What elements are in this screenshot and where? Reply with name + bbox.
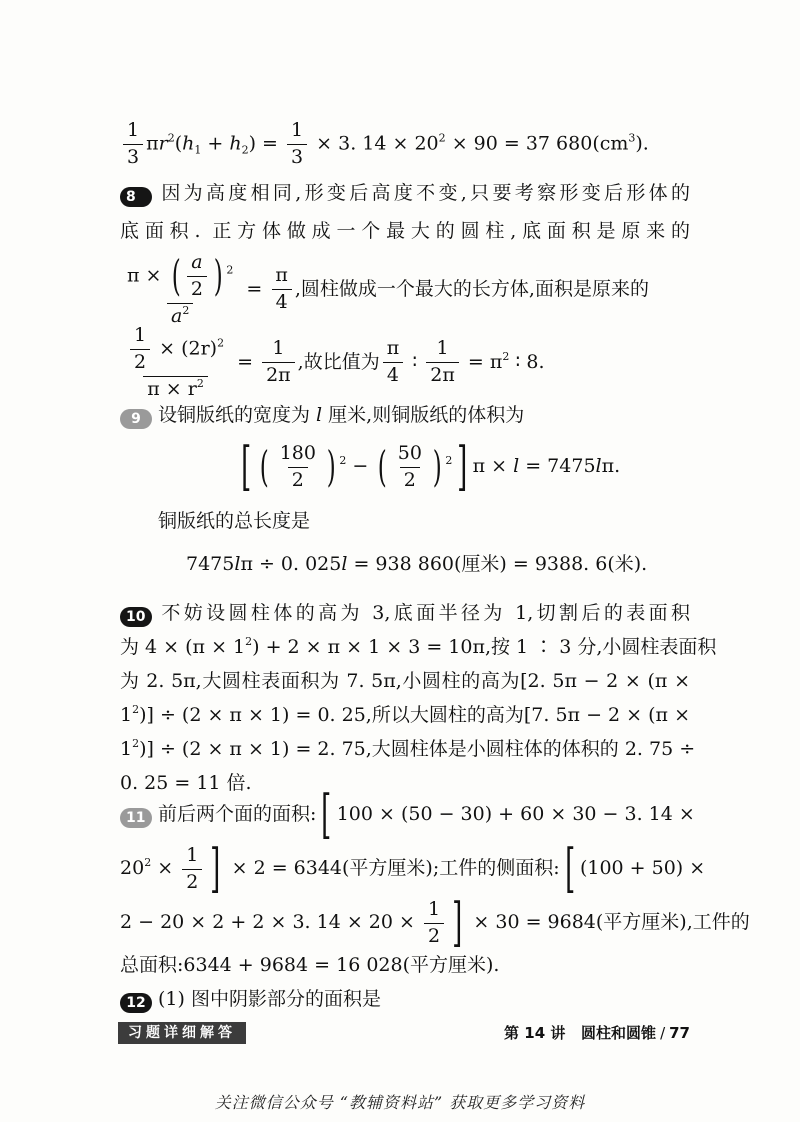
fraction: $\frac{50}{2}$ <box>397 441 422 491</box>
fraction: $\frac{\pi}{4}$ <box>271 265 292 314</box>
fraction: $\frac{1}{2}$ <box>424 899 444 948</box>
problem-10-line-3: 为 2. 5π,大圆柱表面积为 7. 5π,小圆柱的高为[2. 5π − 2 × (π × <box>120 670 690 692</box>
problem-9-equation-2: 7475lπ ÷ 0. 025l = 938 860(厘米) = 9388. 6(米). <box>186 553 648 575</box>
fraction: $\frac{\pi}{4}$ <box>383 338 404 387</box>
problem-number-badge: 10 <box>120 607 152 627</box>
problem-10-line-2: 为 $4 \times (\pi \times 1^2) + 2 \times \pi \times 1 \times 3 = 10\pi$,按 1 ∶ 3 分,小圆柱表面积 <box>120 635 717 658</box>
fraction: $\frac{180}{2}$ <box>279 441 316 491</box>
problem-10-line-5: $1^2)] \div (2 \times \pi \times 1) = 2$. 75,大圆柱体是小圆柱体的体积的 2. 75 ÷ <box>120 737 696 760</box>
fraction: $\frac{1}{2\pi}$ <box>426 338 459 387</box>
problem-8-line-2: 底面积. 正方体做成一个最大的圆柱,底面积是原来的 <box>120 220 690 242</box>
fraction: $\frac{a}{2}$ <box>187 252 207 301</box>
problem-11-line-4: 总面积:6344 + 9684 = 16 028(平方厘米). <box>120 954 500 976</box>
fraction: $\frac{1}{2}$ × $(2r)^2$ $\pi \times r^2$ <box>123 325 228 401</box>
watermark-text: 关注微信公众号 “教辅资料站” 获取更多学习资料 <box>214 1093 586 1112</box>
problem-8-formula-1: π × ( $\frac{a}{2}$ ) $^2$ $a^2$ = $\frac{\pi}{4}$ ,圆柱做成一个最大的长方体,面积是原来的 <box>120 252 690 328</box>
problem-10-line-1: 10 不妨设圆柱体的高为 3,底面半径为 1,切割后的表面积 <box>120 596 690 630</box>
lecture-number: 第 14 讲 <box>504 1024 566 1042</box>
fraction: π × ( $\frac{a}{2}$ ) $^2$ $a^2$ <box>127 251 234 327</box>
problem-10-line-4: $1^2)] \div (2 \times \pi \times 1) = 0$. 25,所以大圆柱的高为[7. 5π − 2 × (π × <box>120 703 690 726</box>
lecture-topic: 圆柱和圆锥 <box>581 1024 657 1042</box>
problem-number-badge: 12 <box>120 993 152 1013</box>
problem-9-line-2: 铜版纸的总长度是 <box>158 510 311 532</box>
running-footer <box>504 1022 690 1044</box>
problem-number-badge: 9 <box>120 409 152 429</box>
problem-number-badge: 11 <box>120 808 152 828</box>
problem-9-line-1: 9 设铜版纸的宽度为 l 厘米,则铜版纸的体积为 <box>120 398 690 432</box>
fraction: $\frac{1}{2\pi}$ <box>262 338 295 387</box>
problem-11-line-2: $20^2$ × $\frac{1}{2}$ ] × 2 = 6344(平方厘米);工件的侧面积:[ (100 + 50) × <box>120 839 706 899</box>
fraction: $\frac{1}{2}$ <box>130 325 150 374</box>
page-number: 77 <box>669 1024 690 1042</box>
problem-8-line-1: 8 因为高度相同,形变后高度不变,只要考察形变后形体的 <box>120 176 690 210</box>
problem-12-line-1: 12 (1) 图中阴影部分的面积是 <box>120 982 690 1016</box>
problem-11-line-1: 11 前后两个面的面积:[ 100 × (50 − 30) + 60 × 30 − 3. 14 × <box>120 786 690 842</box>
fraction: $\frac{1}{3}$ <box>123 120 143 169</box>
section-label: 习题详细解答 <box>118 1022 246 1044</box>
problem-number-badge: 8 <box>120 187 152 207</box>
fraction: $\frac{1}{2}$ <box>182 845 202 894</box>
problem-8-formula-2: $\frac{1}{2}$ × $(2r)^2$ $\pi \times r^2$ = $\frac{1}{2\pi}$ ,故比值为 $\frac{\pi}{4}$ ∶ $\frac{1}{2\pi}$ = $\pi^2$ ∶ 8. <box>120 325 690 401</box>
formula-line: $\frac{1}{3}$ $\pi r^2(h_1 + h_2)$ = $\frac{1}{3}$ × 3. $14 \times 20^2 \times 90 = 37$ $680(cm^3)$. <box>120 120 690 169</box>
separator: / <box>660 1024 666 1042</box>
problem-11-line-3: 2 − 20 × 2 + 2 × 3. 14 × 20 × $\frac{1}{2}$ ] × 30 = 9684(平方厘米),工件的 <box>120 893 750 953</box>
problem-10-line-6: 0. 25 = 11 倍. <box>120 772 252 794</box>
problem-9-equation-1: [ ( $\frac{180}{2}$ ) $^2$ − ( $\frac{50}{2}$ ) $^2$] π × l = 7475lπ. <box>241 437 621 497</box>
fraction: $\frac{1}{3}$ <box>287 120 307 169</box>
